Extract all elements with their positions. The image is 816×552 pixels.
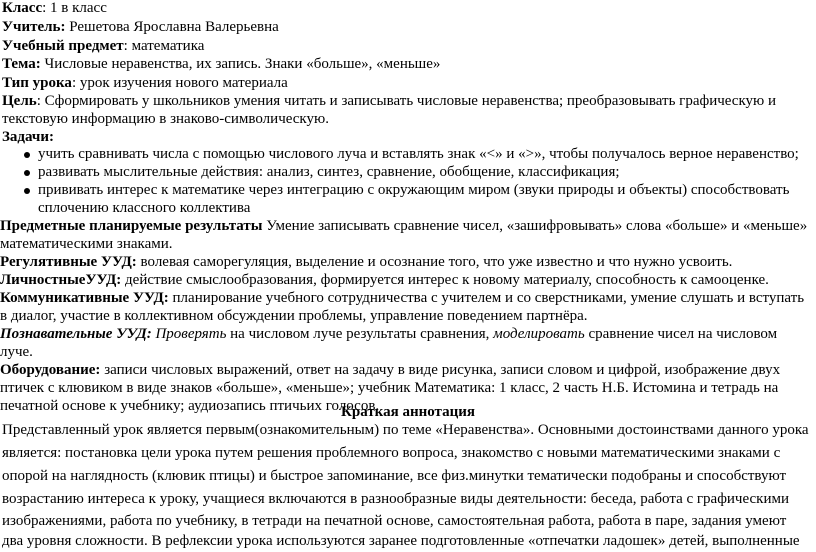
- equipment-line-2: птичек с клювиком в виде знаков «больше», «меньше»; учебник Математика: 1 класс, 2 часть Н.Б. Истомина и тетрадь на: [0, 380, 779, 396]
- class-line: [2, 0, 107, 19]
- topic-label: Тема:: [2, 56, 41, 72]
- annotation-line: опорой на наглядность (клювик птицы) и быстрое запоминание, все физ.минутки тематически подобраны и способствуют: [2, 468, 787, 484]
- teacher-line: [2, 18, 279, 38]
- lesson-type-line: [2, 74, 288, 94]
- regulative-value: волевая саморегуляция, выделение и осознание того, что уже известно и что нужно усвоить.: [136, 254, 733, 270]
- annotation-line: Представленный урок является первым(ознакомительным) по теме «Неравенства». Основными достоинствами данного урока: [2, 422, 809, 438]
- lesson-type-value: : урок изучения нового материала: [71, 75, 288, 91]
- subject-label: Учебный предмет: [2, 38, 124, 54]
- equipment-line: [0, 361, 780, 381]
- annotation-title: Краткая аннотация: [340, 404, 476, 420]
- equipment-value: записи числовых выражений, ответ на задачу в виде рисунка, записи словом и цифрой, изображение двух: [100, 362, 781, 378]
- bullet-icon: [24, 170, 30, 176]
- communicative-line: [0, 289, 804, 309]
- equipment-label: Оборудование:: [0, 362, 101, 378]
- cognitive-text-2: сравнение чисел на числовом: [584, 326, 778, 342]
- class-label: Класс: [2, 0, 43, 16]
- annotation-line: возрастанию интереса к уроку, учащиеся включаются в разнообразные виды деятельности: беседа, работа с графическими: [2, 491, 790, 507]
- goal-line-cont: текстовую информацию в знаково-символическую.: [2, 111, 329, 127]
- subject-line: [2, 37, 204, 57]
- cognitive-text-1: на числовом луче результаты сравнения,: [226, 326, 494, 342]
- personal-label: ЛичностныеУУД:: [0, 272, 122, 288]
- cognitive-italic-2: моделировать: [493, 326, 585, 342]
- task-item-1: учить сравнивать числа с помощью числового луча и вставлять знак «<» и «>», чтобы получалось верное неравенство;: [38, 146, 799, 162]
- communicative-value: планирование учебного сотрудничества с учителем и со сверстниками, умение слушать и вступать: [168, 290, 805, 306]
- teacher-label: Учитель:: [2, 19, 66, 35]
- communicative-label: Коммуникативные УУД:: [0, 290, 169, 306]
- results-value: Умение записывать сравнение чисел, «зашифровывать» слова «больше» и «меньше»: [262, 218, 808, 234]
- cognitive-line: [0, 325, 777, 345]
- class-value: : 1 в класс: [42, 0, 107, 16]
- goal-value: : Сформировать у школьников умения читать и записывать числовые неравенства; преобразовывать графическую и: [36, 93, 777, 109]
- subject-value: : математика: [123, 38, 205, 54]
- task-item-3-cont: сплочению классного коллектива: [38, 200, 251, 216]
- cognitive-label: Познавательные УУД:: [0, 326, 152, 342]
- teacher-value: Решетова Ярославна Валерьевна: [65, 19, 279, 35]
- goal-label: Цель: [2, 93, 37, 109]
- personal-value: действие смыслообразования, формируется интерес к новому материалу, способность к самооценке.: [121, 272, 769, 288]
- task-item-2: развивать мыслительные действия: анализ, синтез, сравнение, обобщение, классификация;: [38, 164, 620, 180]
- tasks-label: Задачи:: [2, 129, 55, 145]
- cognitive-italic-1: Проверять: [155, 326, 227, 342]
- goal-line: [2, 92, 776, 112]
- communicative-line-cont: в диалог, участие в коллективном обсуждении проблемы, управление поведением партнёра.: [0, 308, 588, 324]
- regulative-label: Регулятивные УУД:: [0, 254, 137, 270]
- topic-value: Числовые неравенства, их запись. Знаки «больше», «меньше»: [40, 56, 441, 72]
- lesson-type-label: Тип урока: [2, 75, 72, 91]
- annotation-line: является: постановка цели урока путем решения проблемного вопроса, знакомство с новыми математическими знаками с: [2, 445, 781, 461]
- task-item-3: прививать интерес к математике через интеграцию с окружающим миром (звуки природы и объекты) способствовать: [38, 182, 790, 198]
- cognitive-line-cont: луче.: [0, 344, 33, 360]
- topic-line: [2, 55, 440, 75]
- results-line: [0, 217, 807, 237]
- results-label: Предметные планируемые результаты: [0, 218, 263, 234]
- equipment-line-3: печатной основе к учебнику; аудиозапись птичьих голосов.: [0, 398, 380, 414]
- annotation-line: изображениями, работа по учебнику, в тетради на печатной основе, самостоятельная работа, работа в паре, задания умеют: [2, 513, 787, 529]
- bullet-icon: [24, 188, 30, 194]
- bullet-icon: [24, 152, 30, 158]
- regulative-line: [0, 253, 732, 273]
- personal-line: [0, 271, 769, 291]
- annotation-line: два уровня сложности. В рефлексии урока используются заранее подготовленные «отпечатки ладошек» детей, выполненные: [2, 533, 800, 549]
- results-line-cont: математическими знаками.: [0, 236, 173, 252]
